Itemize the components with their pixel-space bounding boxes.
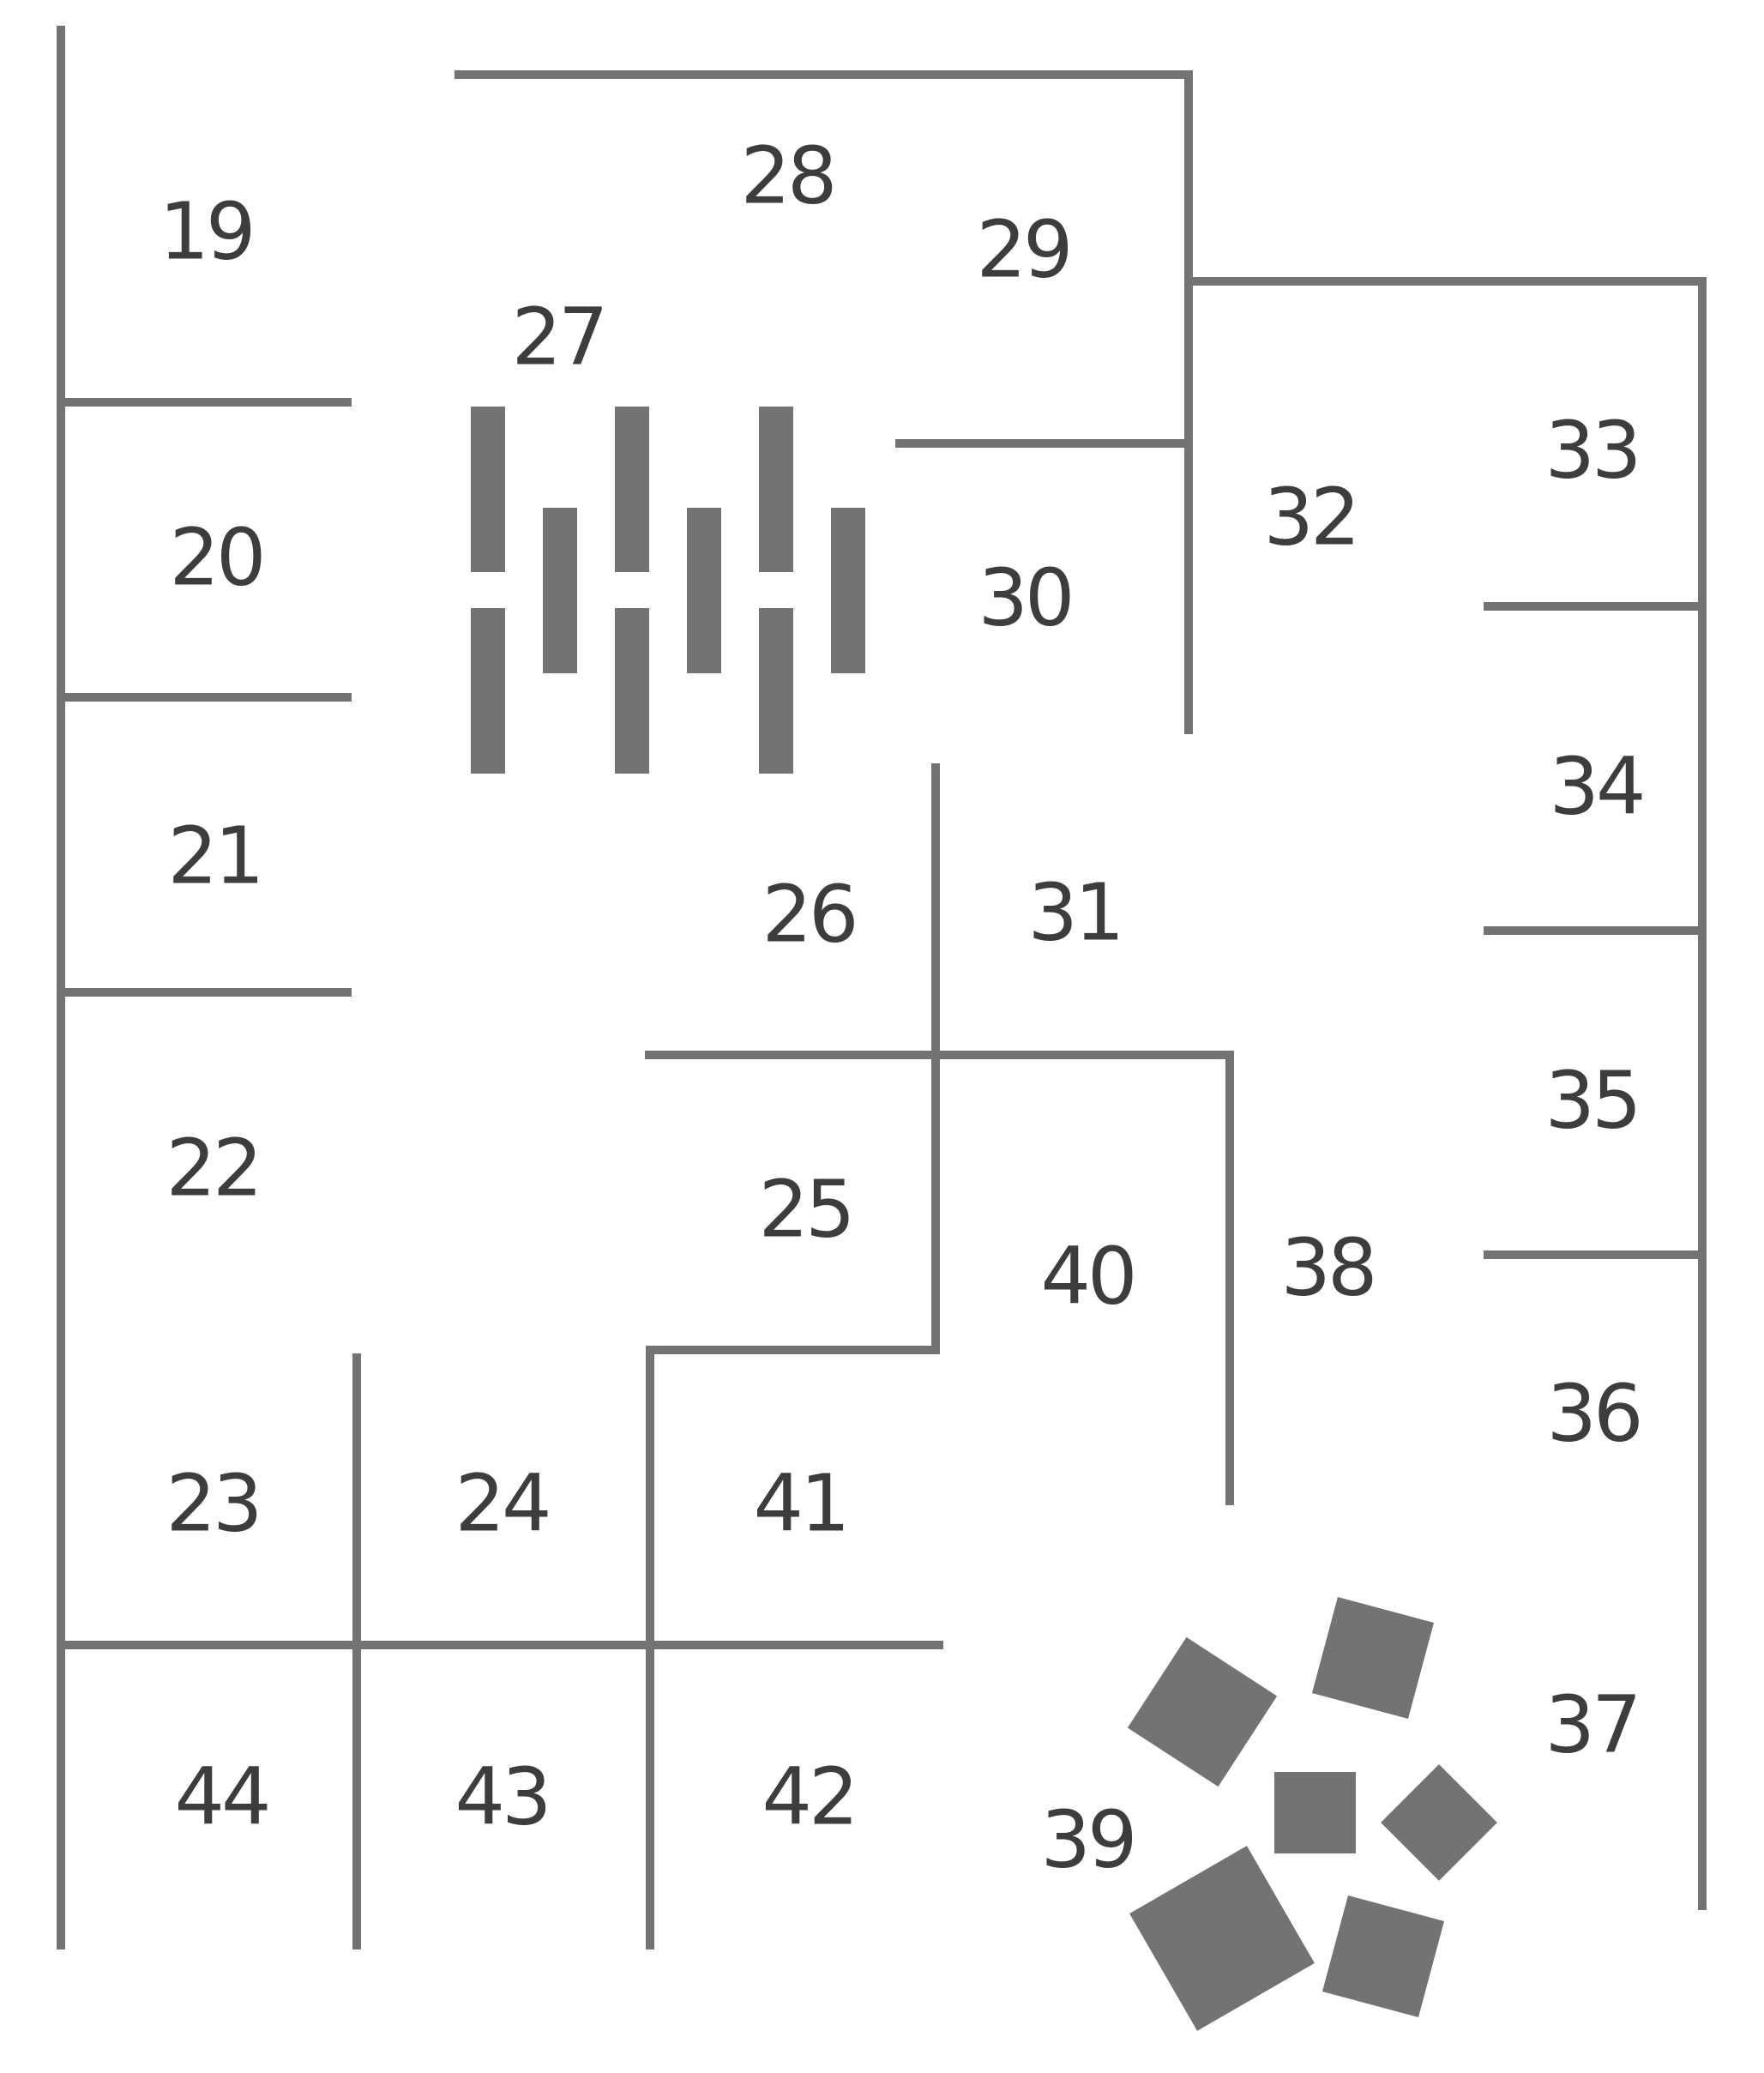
shelf-block: [471, 407, 505, 572]
room-label-39: 39: [1040, 1793, 1135, 1886]
shelf-block: [615, 608, 649, 774]
room-label-35: 35: [1544, 1054, 1639, 1147]
room-label-22: 22: [166, 1122, 260, 1214]
room-label-33: 33: [1544, 404, 1639, 497]
room-label-44: 44: [174, 1751, 268, 1843]
furniture-square: [1274, 1772, 1356, 1853]
room-label-40: 40: [1040, 1230, 1135, 1323]
shelving-blocks: [471, 407, 865, 774]
room-label-32: 32: [1263, 471, 1358, 563]
furniture-square: [1322, 1895, 1444, 2017]
room-label-23: 23: [166, 1457, 260, 1550]
walls: [61, 30, 1702, 1945]
room-label-42: 42: [762, 1751, 856, 1843]
shelf-block: [471, 608, 505, 774]
shelf-block: [543, 508, 577, 673]
scattered-furniture: [1128, 1597, 1497, 2031]
room-label-28: 28: [740, 130, 834, 222]
room-label-41: 41: [753, 1457, 847, 1550]
room-label-31: 31: [1027, 866, 1122, 959]
shelf-block: [759, 407, 793, 572]
room-label-21: 21: [167, 810, 262, 902]
furniture-square: [1129, 1846, 1315, 2031]
room-label-34: 34: [1549, 740, 1643, 833]
room-label-36: 36: [1546, 1367, 1641, 1460]
furniture-square: [1128, 1637, 1277, 1787]
shelf-block: [615, 407, 649, 572]
furniture-square: [1312, 1597, 1434, 1719]
room-label-19: 19: [159, 185, 253, 278]
shelf-block: [759, 608, 793, 774]
room-label-43: 43: [455, 1751, 549, 1843]
room-label-27: 27: [511, 291, 605, 383]
room-label-30: 30: [978, 551, 1072, 644]
room-label-38: 38: [1280, 1221, 1375, 1314]
room-label-29: 29: [976, 203, 1070, 296]
room-label-20: 20: [169, 511, 263, 604]
shelf-block: [831, 508, 865, 673]
furniture-square: [1381, 1764, 1497, 1881]
room-label-25: 25: [758, 1163, 852, 1256]
room-label-26: 26: [762, 868, 856, 961]
room-label-24: 24: [455, 1457, 549, 1550]
room-label-37: 37: [1544, 1678, 1639, 1771]
shelf-block: [687, 508, 721, 673]
